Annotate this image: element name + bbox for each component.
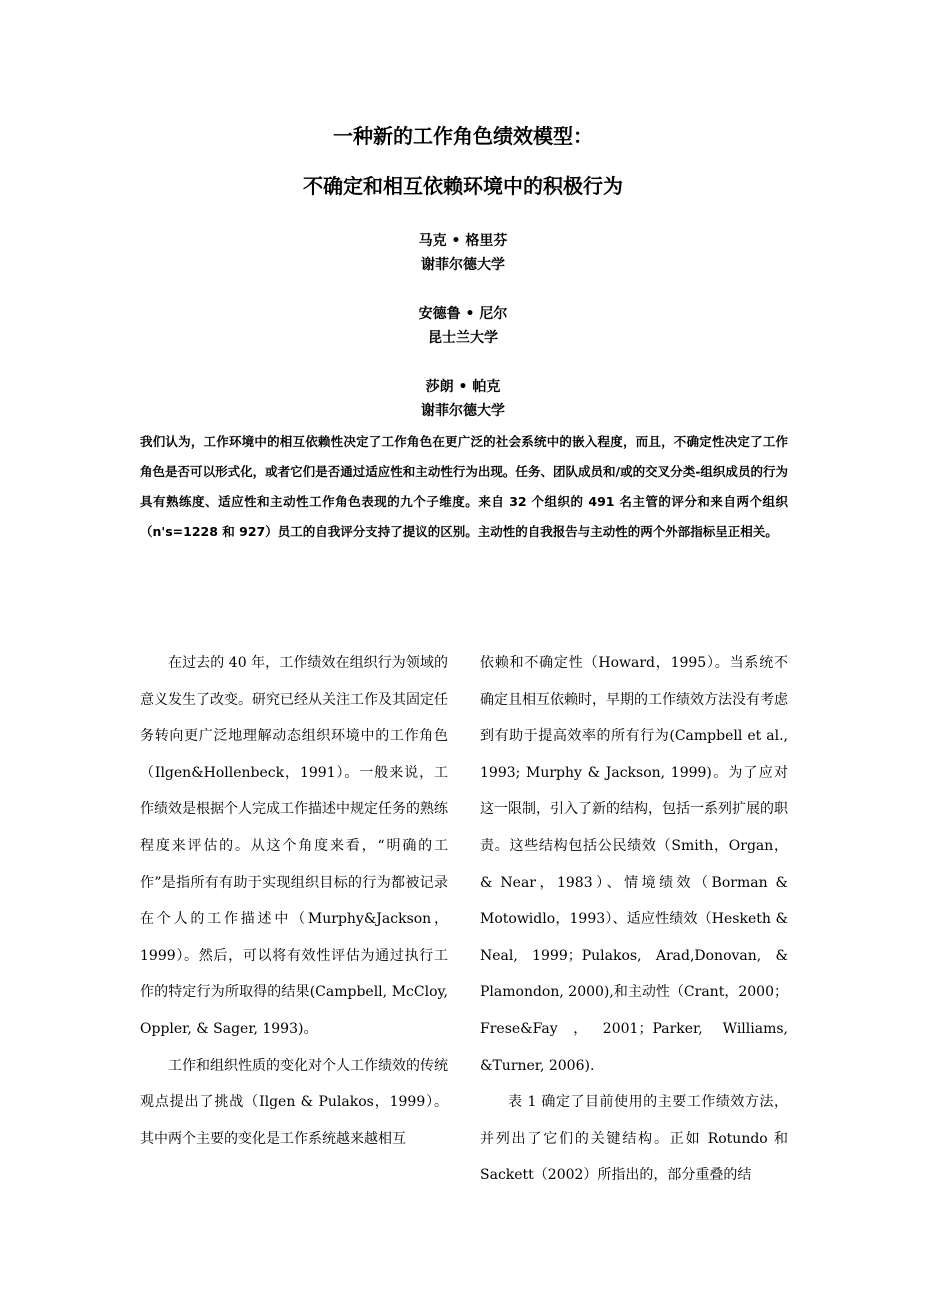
body-paragraph: 工作和组织性质的变化对个人工作绩效的传统观点提出了挑战（Ilgen & Pulakos，1999）。其中两个主要的变化是工作系统越来越相互	[140, 1057, 448, 1147]
author-name: 马克 • 格里芬	[418, 233, 508, 249]
body-paragraph: 在过去的 40 年，工作绩效在组织行为领域的意义发生了改变。研究已经从关注工作及其固定任务转向更广泛地理解动态组织环境中的工作角色（Ilgen&Hollenbeck，1991）。一般来说，工作绩效是根据个人完成工作描述中规定任务的熟练程度来评估的。从这个角度来看，“明确的工作”是指所有有助于实现组织目标的行为都被记录在个人的工作描述中（Murphy&Jackson，1999）。然后，可以将有效性评估为通过执行工作的特定行为所取得的结果(Campbell, McCloy, Oppler, & Sager, 1993)。	[140, 655, 448, 1037]
author-affiliation: 昆士兰大学	[428, 330, 498, 346]
author-affiliation: 谢菲尔德大学	[421, 257, 505, 273]
body-paragraph: 表 1 确定了目前使用的主要工作绩效方法，并列出了它们的关键结构。正如 Rotundo 和 Sackett（2002）所指出的，部分重叠的结	[480, 1094, 788, 1184]
author-block	[0, 375, 926, 423]
abstract: 我们认为，工作环境中的相互依赖性决定了工作角色在更广泛的社会系统中的嵌入程度，而且，不确定性决定了工作角色是否可以形式化，或者它们是否通过适应性和主动性行为出现。任务、团队成员和/或的交叉分类-组织成员的行为具有熟练度、适应性和主动性工作角色表现的九个子维度。来自 32 个组织的 491 名主管的评分和来自两个组织（n's=1228 和 927）员工的自我评分支持了提议的区别。主动性的自我报告与主动性的两个外部指标呈正相关。	[140, 434, 788, 539]
author-block	[0, 229, 926, 277]
body-column-left	[140, 645, 448, 1157]
body-paragraph: 依赖和不确定性（Howard，1995）。当系统不确定且相互依赖时，早期的工作绩效方法没有考虑到有助于提高效率的所有行为(Campbell et al., 1993; Murphy & Jackson, 1999)。为了应对这一限制，引入了新的结构，包括一系列扩展的职责。这些结构包括公民绩效（Smith，Organ，& Near，1983）、情境绩效（Borman & Motowidlo，1993）、适应性绩效（Hesketh & Neal, 1999；Pulakos, Arad,Donovan, & Plamondon, 2000),和主动性（Crant，2000；Frese&Fay，2001；Parker, Williams, &Turner, 2006).	[480, 655, 788, 1074]
author-affiliation: 谢菲尔德大学	[421, 403, 505, 419]
body-column-right	[480, 645, 788, 1194]
author-name: 莎朗 • 帕克	[425, 379, 501, 395]
author-name: 安德鲁 • 尼尔	[418, 306, 508, 322]
author-block	[0, 302, 926, 350]
paper-title-line-2: 不确定和相互依赖环境中的积极行为	[303, 174, 623, 198]
paper-title-line-1: 一种新的工作角色绩效模型：	[333, 124, 593, 148]
